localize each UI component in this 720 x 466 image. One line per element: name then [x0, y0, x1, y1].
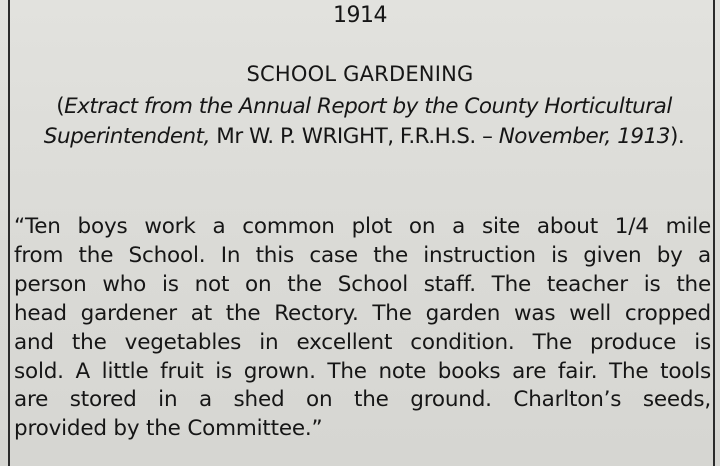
subtitle-italic-part-2: November, 1913	[498, 124, 670, 149]
article-title: SCHOOL GARDENING	[246, 62, 474, 86]
quote-line: and the vegetables in excellent condition. The produce is	[14, 329, 711, 355]
quote-line: “Ten boys work a common plot on a site about 1/4 mile	[14, 214, 711, 239]
article-subtitle	[14, 92, 714, 152]
quote-body	[14, 213, 711, 444]
subtitle-open-paren: (	[56, 94, 65, 119]
quote-line: person who is not on the School staff. The teacher is the	[14, 271, 711, 297]
subtitle-italic-part-1: Extract from the Annual Report by the County Horticultural Superintendent,	[43, 94, 672, 149]
quote-line: provided by the Committee.”	[14, 416, 323, 442]
quote-line: head gardener at the Rectory. The garden was well cropped	[14, 300, 711, 326]
year-heading: 1914	[333, 3, 387, 28]
subtitle-close: ).	[669, 124, 685, 149]
quote-line: from the School. In this case the instruction is given by a	[14, 242, 711, 268]
quote-line: sold. A little fruit is grown. The note books are fair. The tools	[14, 358, 711, 384]
subtitle-plain-part: Mr W. P. WRIGHT, F.R.H.S. –	[209, 124, 499, 149]
quote-line: are stored in a shed on the ground. Charlton’s seeds,	[14, 387, 711, 413]
